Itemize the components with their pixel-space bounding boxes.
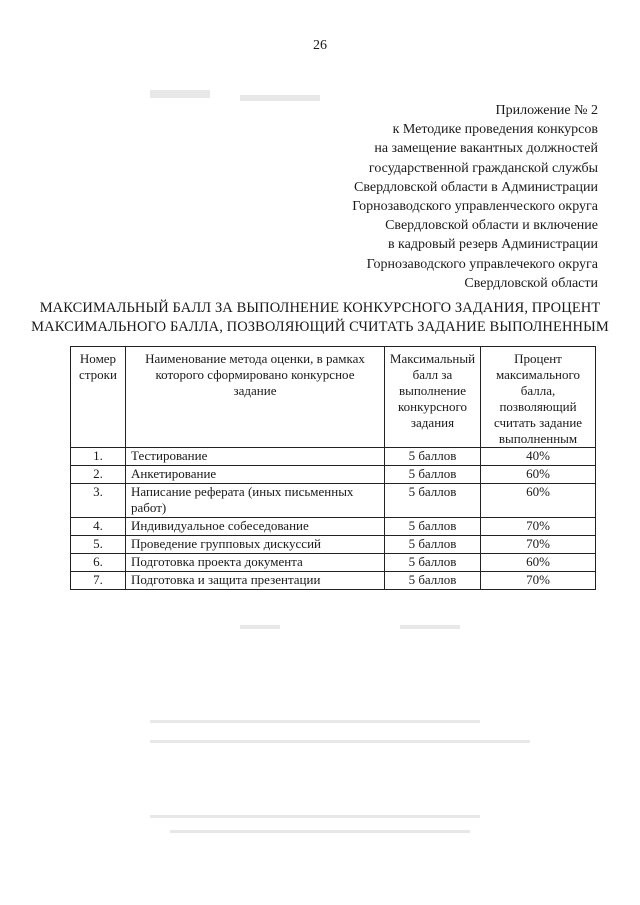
- scan-artifact: [240, 625, 280, 629]
- row-max-score: 5 баллов: [385, 518, 481, 536]
- row-number: 5.: [71, 536, 126, 554]
- row-number: 2.: [71, 466, 126, 484]
- page-number: 26: [313, 38, 327, 53]
- scores-table: [70, 346, 596, 590]
- row-percent: 70%: [481, 536, 596, 554]
- row-number: 1.: [71, 448, 126, 466]
- appendix-line: на замещение вакантных должностей: [374, 141, 598, 157]
- row-max-score: 5 баллов: [385, 466, 481, 484]
- scores-table-container: [70, 346, 596, 590]
- row-percent: 70%: [481, 572, 596, 590]
- title-line-1: МАКСИМАЛЬНЫЙ БАЛЛ ЗА ВЫПОЛНЕНИЕ КОНКУРСНОГО ЗАДАНИЯ, ПРОЦЕНТ: [39, 300, 601, 316]
- row-method: Анкетирование: [126, 466, 385, 484]
- row-max-score: 5 баллов: [385, 484, 481, 518]
- scan-artifact: [400, 625, 460, 629]
- row-number: 7.: [71, 572, 126, 590]
- table-header-row: [71, 347, 596, 448]
- table-row: [71, 466, 596, 484]
- scan-artifact: [150, 720, 480, 723]
- appendix-line: Горнозаводского управленческого округа: [352, 199, 598, 215]
- row-method: Проведение групповых дискуссий: [126, 536, 385, 554]
- row-percent: 60%: [481, 484, 596, 518]
- table-row: [71, 518, 596, 536]
- appendix-line: к Методике проведения конкурсов: [392, 122, 598, 138]
- table-row: [71, 448, 596, 466]
- row-method: Написание реферата (иных письменных работ): [126, 484, 385, 518]
- title-line-2: МАКСИМАЛЬНОГО БАЛЛА, ПОЗВОЛЯЮЩИЙ СЧИТАТЬ ЗАДАНИЕ ВЫПОЛНЕННЫМ: [31, 319, 609, 335]
- row-max-score: 5 баллов: [385, 554, 481, 572]
- row-method: Подготовка проекта документа: [126, 554, 385, 572]
- row-percent: 70%: [481, 518, 596, 536]
- row-method: Индивидуальное собеседование: [126, 518, 385, 536]
- row-number: 4.: [71, 518, 126, 536]
- row-percent: 60%: [481, 554, 596, 572]
- row-max-score: 5 баллов: [385, 448, 481, 466]
- scan-artifact: [150, 815, 480, 818]
- appendix-line: государственной гражданской службы: [368, 160, 598, 176]
- appendix-line: в кадровый резерв Администрации: [387, 237, 598, 253]
- table-row: [71, 536, 596, 554]
- row-percent: 40%: [481, 448, 596, 466]
- row-method: Тестирование: [126, 448, 385, 466]
- appendix-line: Свердловской области в Администрации: [353, 179, 598, 195]
- scan-artifact: [150, 90, 210, 98]
- row-number: 3.: [71, 484, 126, 518]
- table-row: [71, 554, 596, 572]
- appendix-line: Горнозаводского управлечекого округа: [366, 256, 598, 272]
- header-percent: Процент максимального балла, позволяющий считать задание выполненным: [481, 347, 596, 448]
- row-max-score: 5 баллов: [385, 536, 481, 554]
- table-row: [71, 572, 596, 590]
- header-max-score: Максимальный балл за выполнение конкурсного задания: [385, 347, 481, 448]
- appendix-line: Свердловской области: [464, 275, 598, 291]
- appendix-line: Приложение № 2: [495, 103, 598, 118]
- scan-artifact: [240, 95, 320, 101]
- scan-artifact: [170, 830, 470, 833]
- header-method: Наименование метода оценки, в рамках которого сформировано конкурсное задание: [126, 347, 385, 448]
- appendix-header: [268, 101, 598, 293]
- document-title: [0, 299, 640, 337]
- table-row: [71, 484, 596, 518]
- row-method: Подготовка и защита презентации: [126, 572, 385, 590]
- row-number: 6.: [71, 554, 126, 572]
- header-number: Номер строки: [71, 347, 126, 448]
- appendix-line: Свердловской области и включение: [385, 218, 598, 234]
- row-max-score: 5 баллов: [385, 572, 481, 590]
- scan-artifact: [150, 740, 530, 743]
- row-percent: 60%: [481, 466, 596, 484]
